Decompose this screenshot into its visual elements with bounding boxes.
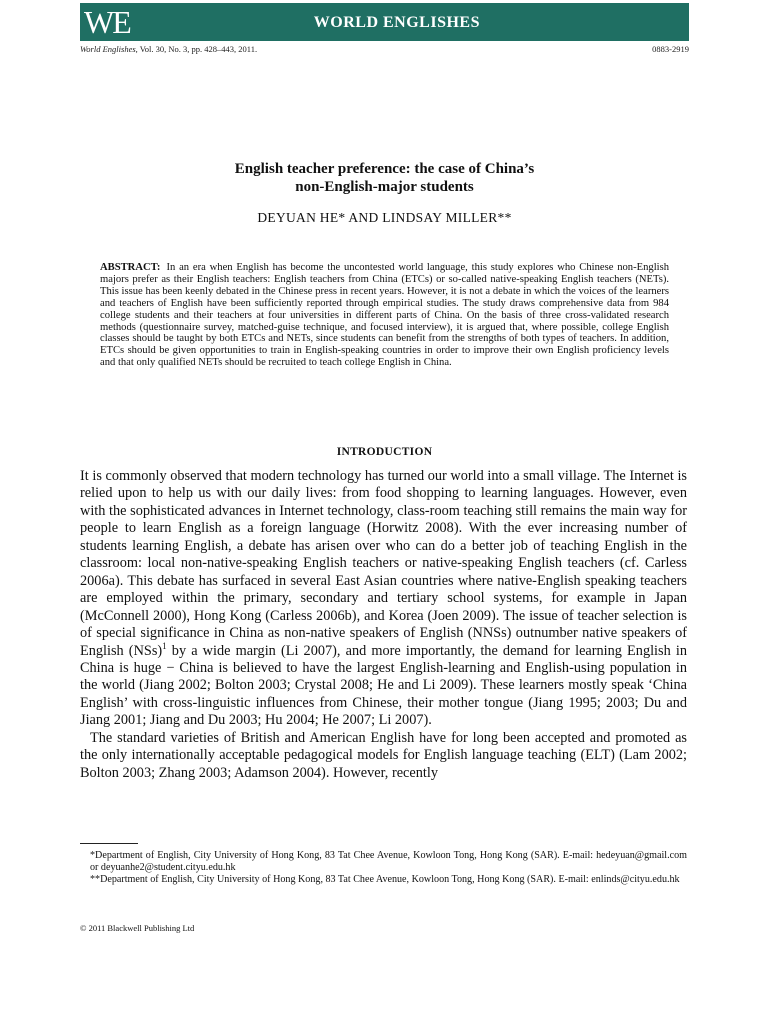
footnote-divider	[80, 843, 138, 844]
section-heading: INTRODUCTION	[336, 446, 433, 458]
footnote-2: **Department of English, City University of Hong Kong, 83 Tat Chee Avenue, Kowloon Tong, Hong Kong (SAR). E-mail: enlinds@cityu.edu.hk	[90, 874, 680, 885]
footnotes	[80, 850, 687, 886]
citation-text	[80, 44, 257, 54]
footnote-ref-1: 1	[162, 640, 167, 651]
paragraph-1	[80, 468, 687, 730]
title-line-2: non-English-major students	[295, 179, 474, 195]
journal-banner	[80, 3, 689, 41]
title-line-1: English teacher preference: the case of China’s	[234, 161, 535, 177]
footnote-1: *Department of English, City University of Hong Kong, 83 Tat Chee Avenue, Kowloon Tong, Hong Kong (SAR). E-mail: hedeyuan@gmail.com or deyuanhe2@student.cityu.edu.hk	[90, 850, 687, 873]
journal-logo	[84, 5, 130, 39]
abstract-label: ABSTRACT:	[100, 262, 161, 273]
journal-name: WORLD ENGLISHES	[313, 14, 480, 31]
paragraph-1-part-a: It is commonly observed that modern technology has turned our world into a small village. The Internet is relied upon to help us with our daily lives: from food shopping to learning languages. However, even with the sophisticated advances in Internet technology, class-room teaching still remains the main way for people to learn English as a foreign language (Horwitz 2008). With the ever increasing number of students learning English, a debate has arisen over who can do a better job of teaching English in the classroom: local non-native-speaking English teachers or native-speaking English teachers (cf. Carless 2006a). This debate has surfaced in several East Asian countries where native-English speaking teachers are employed within the primary, secondary and tertiary school systems, for example in Japan (McConnell 2000), Hong Kong (Carless 2006b), and Korea (Joen 2009). The issue of teacher selection is of special significance in China as non-native speakers of English (NNSs) outnumber native speakers of English (NSs)	[80, 468, 687, 659]
article-authors: DEYUAN HE* AND LINDSAY MILLER**	[257, 210, 512, 225]
abstract	[100, 262, 669, 369]
citation-details: , Vol. 30, No. 3, pp. 428–443, 2011.	[135, 44, 258, 54]
issn: 0883-2919	[652, 44, 689, 54]
citation-line	[80, 44, 689, 54]
paragraph-2: The standard varieties of British and American English have for long been accepted and promoted as the only internationally acceptable pedagogical models for English language teaching (ELT) (Lam 2002; Bolton 2003; Zhang 2003; Adamson 2004). However, recently	[80, 729, 687, 781]
logo-text: WE	[84, 4, 130, 40]
citation-journal: World Englishes	[80, 44, 136, 54]
article-title	[80, 160, 689, 196]
body-text	[80, 468, 687, 782]
paragraph-1-part-b: by a wide margin (Li 2007), and more importantly, the demand for learning English in China is huge − China is believed to have the largest English-learning and English-using population in the world (Jiang 2002; Bolton 2003; Crystal 2008; He and Li 2009). These learners mostly speak ‘China English’ with cross-linguistic influences from Chinese, their mother tongue (Jiang 1995; 2003; Du and Jiang 2001; Jiang and Du 2003; Hu 2004; He 2007; Li 2007).	[80, 642, 687, 729]
copyright: © 2011 Blackwell Publishing Ltd	[80, 923, 195, 933]
abstract-text: In an era when English has become the uncontested world language, this study explores who Chinese non-English majors prefer as their English teachers: English teachers from China (ETCs) or so-called native-speaking English teachers (NETs). This issue has been keenly debated in the Chinese press in recent years. However, it is not a debate in which the voices of the learners and teachers of English have been sufficiently reported through empirical studies. The study draws comprehensive data from 984 college students and their teachers at four universities in different parts of China. On the basis of three cross-validated research methods (questionnaire survey, matched-guise technique, and focused interview), it is argued that, where possible, college English classes should be taught by both ETCs and NETs, since students can benefit from the strengths of both types of teachers. In addition, ETCs should be given opportunities to train in English-speaking countries in order to improve their own English proficiency levels and that only qualified NETs should be recruited to teach college English in China.	[100, 262, 669, 369]
